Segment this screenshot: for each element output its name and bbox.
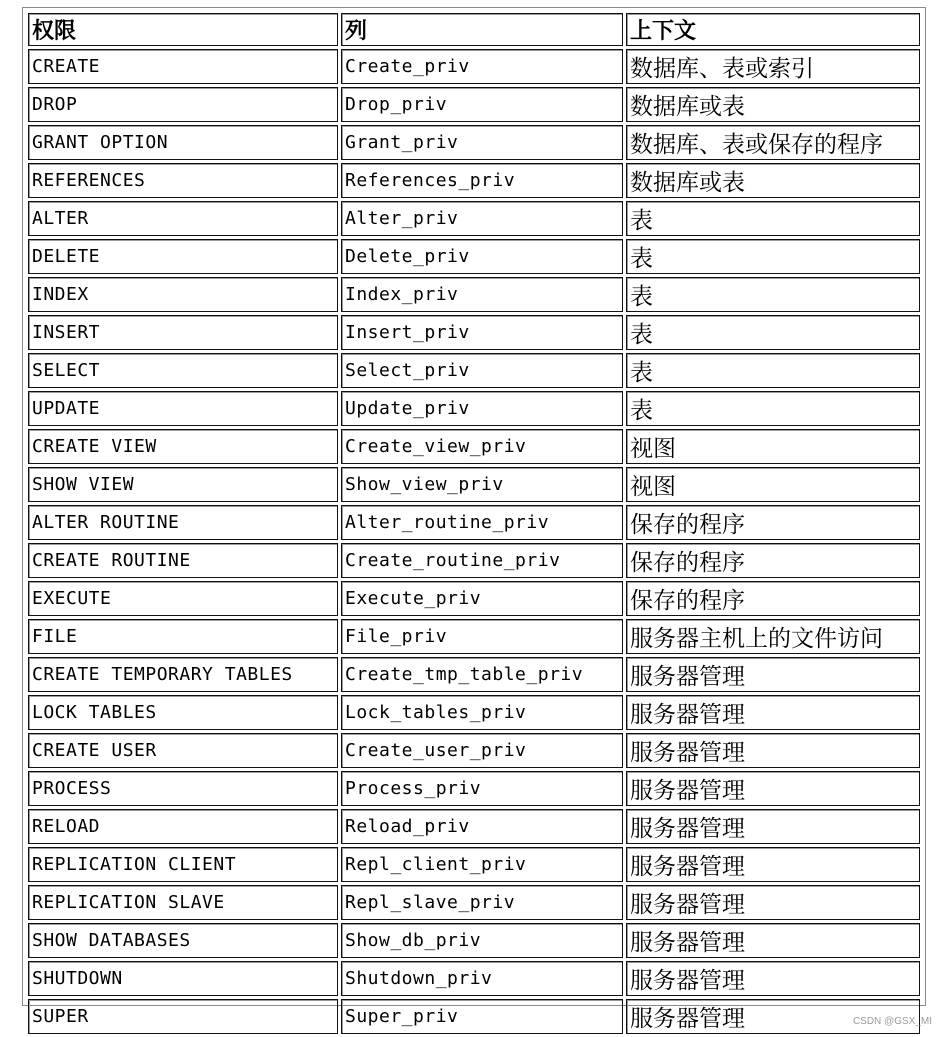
table-row: [28, 505, 920, 540]
context-cell: 表: [626, 315, 920, 350]
privilege-cell: SHOW DATABASES: [28, 923, 338, 958]
column-cell: Lock_tables_priv: [341, 695, 623, 730]
column-cell: Alter_routine_priv: [341, 505, 623, 540]
context-cell: 服务器主机上的文件访问: [626, 619, 920, 654]
column-cell: Repl_slave_priv: [341, 885, 623, 920]
column-cell: Create_priv: [341, 49, 623, 84]
table-row: [28, 581, 920, 616]
context-cell: 数据库或表: [626, 163, 920, 198]
privilege-cell: FILE: [28, 619, 338, 654]
column-cell: File_priv: [341, 619, 623, 654]
column-cell: Index_priv: [341, 277, 623, 312]
header-row: [28, 13, 920, 46]
context-cell: 服务器管理: [626, 961, 920, 996]
privilege-cell: CREATE VIEW: [28, 429, 338, 464]
context-cell: 表: [626, 353, 920, 388]
header-context: 上下文: [626, 13, 920, 46]
table-row: [28, 49, 920, 84]
column-cell: Create_view_priv: [341, 429, 623, 464]
privilege-cell: REPLICATION SLAVE: [28, 885, 338, 920]
column-cell: References_priv: [341, 163, 623, 198]
privilege-cell: SHUTDOWN: [28, 961, 338, 996]
table-row: [28, 467, 920, 502]
context-cell: 表: [626, 239, 920, 274]
table-row: [28, 277, 920, 312]
table-row: [28, 809, 920, 844]
privilege-cell: INDEX: [28, 277, 338, 312]
table-row: [28, 125, 920, 160]
privilege-cell: SUPER: [28, 999, 338, 1034]
privilege-cell: CREATE ROUTINE: [28, 543, 338, 578]
table-row: [28, 619, 920, 654]
column-cell: Shutdown_priv: [341, 961, 623, 996]
privilege-cell: UPDATE: [28, 391, 338, 426]
column-cell: Create_user_priv: [341, 733, 623, 768]
context-cell: 视图: [626, 467, 920, 502]
privilege-cell: ALTER ROUTINE: [28, 505, 338, 540]
column-cell: Super_priv: [341, 999, 623, 1034]
context-cell: 服务器管理: [626, 999, 920, 1034]
privilege-cell: CREATE USER: [28, 733, 338, 768]
context-cell: 视图: [626, 429, 920, 464]
table-row: [28, 695, 920, 730]
column-cell: Insert_priv: [341, 315, 623, 350]
context-cell: 服务器管理: [626, 809, 920, 844]
header-column: 列: [341, 13, 623, 46]
column-cell: Alter_priv: [341, 201, 623, 236]
header-privilege: 权限: [28, 13, 338, 46]
column-cell: Show_db_priv: [341, 923, 623, 958]
watermark: CSDN @GSX_MI: [852, 1016, 932, 1027]
context-cell: 服务器管理: [626, 923, 920, 958]
privilege-cell: GRANT OPTION: [28, 125, 338, 160]
context-cell: 数据库、表或索引: [626, 49, 920, 84]
privilege-cell: EXECUTE: [28, 581, 338, 616]
privilege-cell: CREATE TEMPORARY TABLES: [28, 657, 338, 692]
table-row: [28, 391, 920, 426]
table-row: [28, 999, 920, 1034]
table-row: [28, 429, 920, 464]
context-cell: 服务器管理: [626, 885, 920, 920]
privilege-cell: REFERENCES: [28, 163, 338, 198]
table-row: [28, 353, 920, 388]
context-cell: 服务器管理: [626, 657, 920, 692]
context-cell: 数据库、表或保存的程序: [626, 125, 920, 160]
privilege-cell: CREATE: [28, 49, 338, 84]
context-cell: 数据库或表: [626, 87, 920, 122]
table-row: [28, 163, 920, 198]
context-cell: 表: [626, 391, 920, 426]
table-row: [28, 239, 920, 274]
context-cell: 服务器管理: [626, 733, 920, 768]
context-cell: 服务器管理: [626, 847, 920, 882]
privilege-cell: REPLICATION CLIENT: [28, 847, 338, 882]
column-cell: Create_tmp_table_priv: [341, 657, 623, 692]
privilege-cell: INSERT: [28, 315, 338, 350]
context-cell: 服务器管理: [626, 695, 920, 730]
table-row: [28, 543, 920, 578]
context-cell: 保存的程序: [626, 505, 920, 540]
column-cell: Select_priv: [341, 353, 623, 388]
column-cell: Delete_priv: [341, 239, 623, 274]
context-cell: 表: [626, 201, 920, 236]
privilege-cell: PROCESS: [28, 771, 338, 806]
context-cell: 保存的程序: [626, 581, 920, 616]
privilege-cell: RELOAD: [28, 809, 338, 844]
privilege-cell: SHOW VIEW: [28, 467, 338, 502]
table-row: [28, 923, 920, 958]
privilege-table: [25, 10, 923, 1037]
privilege-cell: LOCK TABLES: [28, 695, 338, 730]
table-row: [28, 847, 920, 882]
table-row: [28, 771, 920, 806]
privilege-cell: ALTER: [28, 201, 338, 236]
column-cell: Process_priv: [341, 771, 623, 806]
context-cell: 表: [626, 277, 920, 312]
table-header: [28, 13, 920, 46]
privilege-cell: DELETE: [28, 239, 338, 274]
context-cell: 保存的程序: [626, 543, 920, 578]
table-row: [28, 87, 920, 122]
context-cell: 服务器管理: [626, 771, 920, 806]
column-cell: Repl_client_priv: [341, 847, 623, 882]
column-cell: Reload_priv: [341, 809, 623, 844]
table-body: [28, 49, 920, 1034]
column-cell: Show_view_priv: [341, 467, 623, 502]
table-row: [28, 733, 920, 768]
column-cell: Execute_priv: [341, 581, 623, 616]
column-cell: Create_routine_priv: [341, 543, 623, 578]
table-row: [28, 201, 920, 236]
column-cell: Update_priv: [341, 391, 623, 426]
column-cell: Drop_priv: [341, 87, 623, 122]
table-row: [28, 315, 920, 350]
column-cell: Grant_priv: [341, 125, 623, 160]
privilege-cell: DROP: [28, 87, 338, 122]
table-row: [28, 657, 920, 692]
table-row: [28, 961, 920, 996]
table-row: [28, 885, 920, 920]
privilege-cell: SELECT: [28, 353, 338, 388]
